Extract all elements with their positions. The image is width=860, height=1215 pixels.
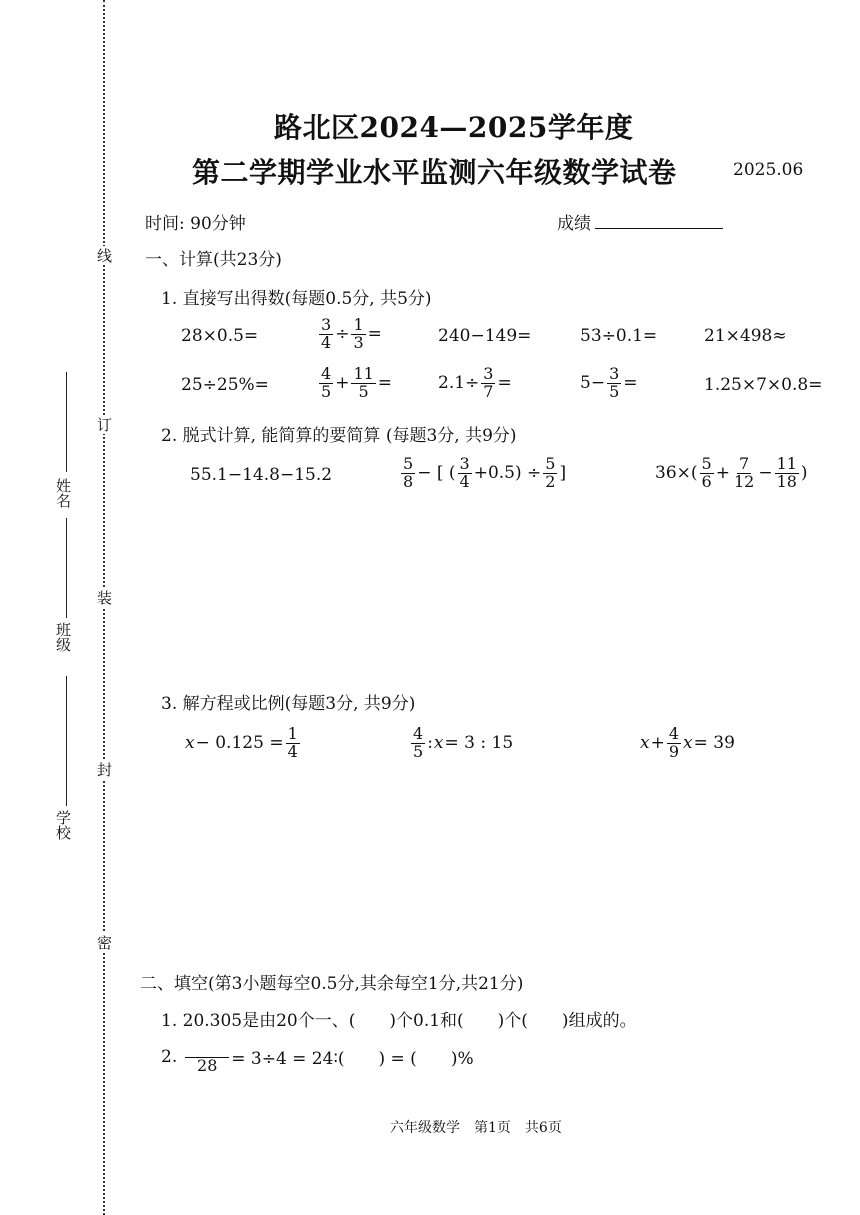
q1-r1-d: 53÷0.1= (580, 326, 658, 346)
exam-date: 2025.06 (733, 160, 804, 180)
fraction-blank[interactable]: 28 (185, 1039, 229, 1075)
name-write-line[interactable] (66, 372, 67, 472)
binding-dotted-line (103, 0, 105, 1215)
title-line-1: 路北区2024—2025学年度 (274, 111, 634, 144)
class-label: 班级 (54, 622, 72, 652)
q2-expr-2: $\frac{5}{8}$ − [ ( $\frac{3}{4}$ +0.5) ÷ $\frac{5}{2}$ ] (403, 454, 567, 491)
s2-q1: 1. 20.305是由20个一、( )个0.1和( )个( )组成的。 (161, 1011, 637, 1031)
q3-expr-2: $\frac{4}{5}$ : x = 3 : 15 (413, 724, 514, 761)
fraction: $\frac{1}{3}$ (353, 315, 364, 352)
fraction: $\frac{7}{12}$ (733, 454, 755, 491)
q2-heading: 2. 脱式计算, 能简算的要简算 (每题3分, 共9分) (161, 426, 517, 446)
q1-r2-c: 2.1÷ $\frac{3}{7}$ = (438, 364, 512, 401)
fraction: $\frac{3}{4}$ (459, 454, 470, 491)
q1-heading: 1. 直接写出得数(每题0.5分, 共5分) (161, 289, 432, 309)
score-field[interactable] (595, 228, 723, 229)
q3-expr-3: x + $\frac{4}{9}$ x = 39 (640, 724, 735, 761)
fraction: $\frac{3}{7}$ (483, 364, 494, 401)
q2-expr-1: 55.1−14.8−15.2 (190, 465, 333, 485)
q3-heading: 3. 解方程或比例(每题3分, 共9分) (161, 694, 416, 714)
fraction: $\frac{11}{5}$ (353, 364, 374, 401)
name-label: 姓名 (54, 478, 72, 508)
school-write-line[interactable] (66, 676, 67, 806)
time-label: 时间: 90分钟 (145, 214, 246, 234)
q1-r1-b: $\frac{3}{4}$ ÷ $\frac{1}{3}$ = (321, 315, 382, 352)
fraction: $\frac{3}{4}$ (321, 315, 332, 352)
title-line-2: 第二学期学业水平监测六年级数学试卷 (192, 156, 677, 189)
q1-r1-e: 21×498≈ (704, 326, 787, 346)
q1-r2-d: 5− $\frac{3}{5}$ = (580, 364, 638, 401)
q1-r2-e: 1.25×7×0.8= (704, 375, 823, 395)
q2-expr-3: 36×( $\frac{5}{6}$ + $\frac{7}{12}$ − $\frac{11}{18}$ ) (655, 454, 808, 491)
fraction: $\frac{5}{8}$ (403, 454, 414, 491)
school-label: 学校 (54, 810, 72, 840)
fraction: $\frac{5}{2}$ (545, 454, 556, 491)
fraction: $\frac{3}{5}$ (609, 364, 620, 401)
binding-mark-zhuang: 装 (95, 590, 113, 605)
binding-mark-xian: 线 (95, 248, 113, 263)
page-footer: 六年级数学 第1页 共6页 (390, 1120, 562, 1136)
binding-mark-mi: 密 (95, 935, 113, 950)
fraction: $\frac{5}{6}$ (701, 454, 712, 491)
binding-mark-feng: 封 (95, 762, 113, 777)
q1-r2-a: 25÷25%= (181, 375, 269, 395)
q1-r2-b: $\frac{4}{5}$ + $\frac{11}{5}$ = (321, 364, 393, 401)
class-write-line[interactable] (66, 518, 67, 618)
q3-expr-1: x − 0.125 = $\frac{1}{4}$ (185, 724, 298, 761)
fraction: $\frac{4}{9}$ (668, 724, 680, 761)
s2-q2: 2. 28 = 3÷4 = 24∶( ) = ( )% (161, 1039, 474, 1075)
score-label: 成绩 (557, 214, 591, 234)
fraction: $\frac{11}{18}$ (776, 454, 797, 491)
q1-r1-a: 28×0.5= (181, 326, 259, 346)
section2-heading: 二、填空(第3小题每空0.5分,其余每空1分,共21分) (140, 974, 524, 994)
q1-r1-c: 240−149= (438, 326, 532, 346)
fraction: $\frac{1}{4}$ (287, 724, 298, 761)
fraction: $\frac{4}{5}$ (321, 364, 332, 401)
fraction: $\frac{4}{5}$ (413, 724, 424, 761)
section1-heading: 一、计算(共23分) (145, 250, 282, 270)
binding-mark-ding: 订 (95, 417, 113, 432)
